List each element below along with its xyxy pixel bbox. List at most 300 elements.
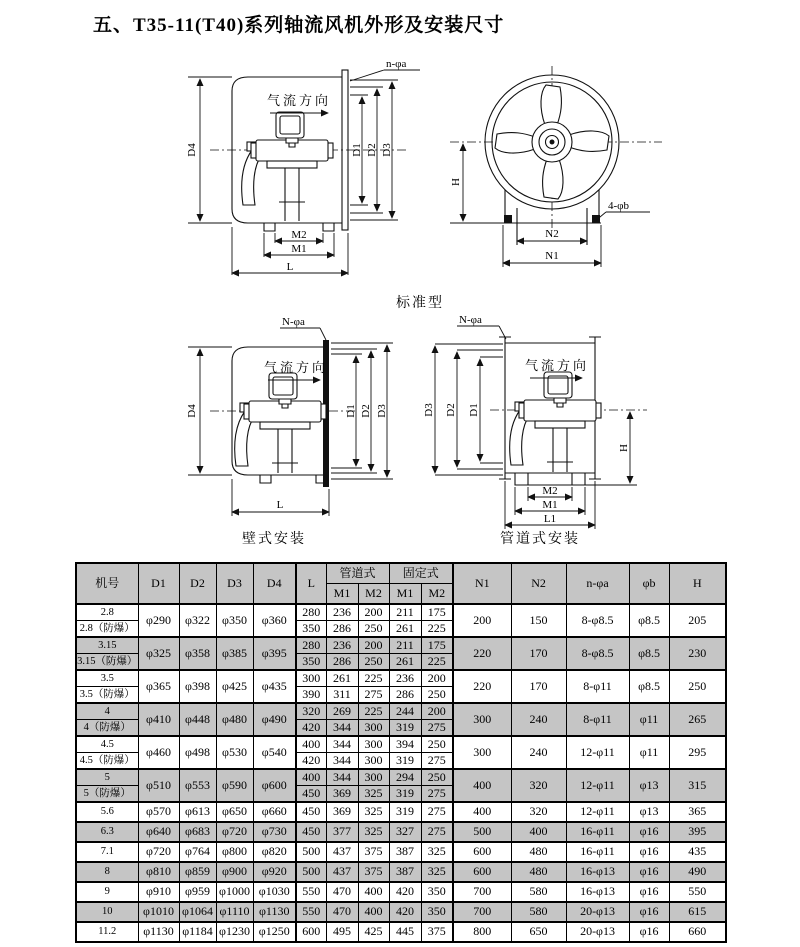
dim-cell: φ859	[179, 862, 216, 882]
dim-cell: 480	[511, 842, 566, 862]
dim-d3-d2-d1	[423, 344, 503, 475]
dim-cell: 390	[296, 687, 326, 704]
dim-cell: φ720	[138, 842, 179, 862]
dim-cell: 450	[296, 822, 326, 842]
dim-cell: 250	[669, 670, 726, 703]
dim-cell: 294	[389, 769, 421, 786]
dim-cell: φ16	[629, 862, 669, 882]
dim-cell: 500	[453, 822, 511, 842]
dim-cell: 269	[326, 703, 358, 720]
dim-cell: 319	[389, 720, 421, 737]
dim-cell: 225	[421, 654, 453, 671]
dim-cell: 12-φ11	[566, 736, 629, 769]
dim-cell: 8-φ8.5	[566, 637, 629, 670]
dim-cell: φ13	[629, 802, 669, 822]
table-body	[76, 604, 726, 942]
dim-cell: 275	[421, 753, 453, 770]
svg-text:M2: M2	[291, 229, 307, 241]
dim-cell: φ460	[138, 736, 179, 769]
dim-cell: 395	[669, 822, 726, 842]
dim-cell: 325	[421, 842, 453, 862]
dim-cell: 200	[358, 604, 389, 621]
dim-cell: 350	[421, 882, 453, 902]
table-row	[76, 769, 726, 786]
model-cell: 4（防爆）	[76, 720, 138, 737]
dim-d1-d2-d3	[350, 80, 398, 220]
header-d4: D4	[253, 563, 296, 604]
dim-cell: φ16	[629, 902, 669, 922]
dim-cell: φ640	[138, 822, 179, 842]
table-row	[76, 922, 726, 942]
header-d3: D3	[216, 563, 253, 604]
dim-cell: φ820	[253, 842, 296, 862]
dim-cell: 425	[358, 922, 389, 942]
dim-cell: 16-φ13	[566, 862, 629, 882]
dim-cell: 175	[421, 604, 453, 621]
dim-cell: 300	[358, 769, 389, 786]
dim-cell: 325	[358, 786, 389, 803]
dim-cell: 445	[389, 922, 421, 942]
dim-cell: 700	[453, 882, 511, 902]
dim-cell: 315	[669, 769, 726, 802]
dim-cell: 286	[326, 621, 358, 638]
dim-cell: 400	[358, 902, 389, 922]
table-row	[76, 882, 726, 902]
dim-n-phi-a	[280, 316, 326, 340]
header-d1: D1	[138, 563, 179, 604]
dim-cell: 377	[326, 822, 358, 842]
dim-cell: φ530	[216, 736, 253, 769]
table-row	[76, 842, 726, 862]
model-cell: 11.2	[76, 922, 138, 942]
dim-cell: 320	[511, 802, 566, 822]
caption-standard-type: 标准型	[396, 296, 444, 311]
table-row	[76, 670, 726, 687]
dim-cell: 375	[358, 862, 389, 882]
dim-cell: 200	[453, 604, 511, 637]
dim-cell: 470	[326, 882, 358, 902]
dim-cell: 350	[296, 621, 326, 638]
dim-cell: φ410	[138, 703, 179, 736]
dim-cell: φ1030	[253, 882, 296, 902]
dim-cell: 369	[326, 786, 358, 803]
dim-cell: 500	[296, 842, 326, 862]
model-cell: 5.6	[76, 802, 138, 822]
dim-cell: 200	[421, 670, 453, 687]
model-cell: 5（防爆）	[76, 786, 138, 803]
model-cell: 5	[76, 769, 138, 786]
model-cell: 4	[76, 703, 138, 720]
model-cell: 2.8	[76, 604, 138, 621]
dim-cell: 319	[389, 753, 421, 770]
dim-cell: 550	[296, 902, 326, 922]
header-model: 机号	[76, 563, 138, 604]
dim-cell: φ16	[629, 882, 669, 902]
dim-cell: 286	[389, 687, 421, 704]
dim-cell: 220	[453, 670, 511, 703]
dim-cell: φ1230	[216, 922, 253, 942]
svg-text:H: H	[450, 178, 462, 186]
dim-cell: 150	[511, 604, 566, 637]
svg-text:D4: D4	[186, 143, 198, 157]
dim-cell: 400	[511, 822, 566, 842]
dim-cell: φ920	[253, 862, 296, 882]
dim-cell: φ435	[253, 670, 296, 703]
motor-assembly	[242, 112, 333, 221]
dim-cell: 450	[296, 802, 326, 822]
dim-cell: φ1064	[179, 902, 216, 922]
dim-cell: 200	[358, 637, 389, 654]
svg-text:H: H	[618, 444, 630, 452]
dim-cell: φ11	[629, 736, 669, 769]
dim-cell: 275	[421, 822, 453, 842]
dim-cell: φ540	[253, 736, 296, 769]
dim-cell: 500	[296, 862, 326, 882]
motor-assembly	[510, 372, 601, 472]
model-cell: 8	[76, 862, 138, 882]
dim-cell: 420	[389, 882, 421, 902]
header-h: H	[669, 563, 726, 604]
airflow-label: 气流方向	[264, 360, 329, 375]
dim-cell: φ959	[179, 882, 216, 902]
dim-cell: 320	[296, 703, 326, 720]
dim-cell: 16-φ11	[566, 842, 629, 862]
model-cell: 3.15	[76, 637, 138, 654]
dim-cell: 325	[358, 802, 389, 822]
dim-cell: 420	[296, 720, 326, 737]
airflow-label: 气流方向	[267, 93, 332, 108]
dim-cell: 261	[326, 670, 358, 687]
dim-cell: 261	[389, 621, 421, 638]
dim-cell: 225	[421, 621, 453, 638]
dim-cell: φ385	[216, 637, 253, 670]
dim-cell: 437	[326, 842, 358, 862]
dim-cell: 660	[669, 922, 726, 942]
table-row	[76, 862, 726, 882]
dim-cell: 435	[669, 842, 726, 862]
dim-cell: 244	[389, 703, 421, 720]
header-duct-m1: M1	[326, 584, 358, 605]
dim-cell: 8-φ8.5	[566, 604, 629, 637]
dim-cell: φ1250	[253, 922, 296, 942]
dim-cell: φ1184	[179, 922, 216, 942]
dim-cell: φ590	[216, 769, 253, 802]
dim-cell: 437	[326, 862, 358, 882]
model-cell: 4.5	[76, 736, 138, 753]
dim-cell: φ290	[138, 604, 179, 637]
dim-cell: 236	[326, 637, 358, 654]
dim-cell: φ613	[179, 802, 216, 822]
svg-text:M1: M1	[542, 499, 558, 511]
model-cell: 6.3	[76, 822, 138, 842]
dim-cell: φ8.5	[629, 670, 669, 703]
header-duct-type: 管道式	[326, 563, 389, 584]
svg-text:D3: D3	[423, 403, 435, 417]
dim-cell: 400	[453, 769, 511, 802]
dim-d4	[186, 77, 232, 223]
table-row	[76, 604, 726, 621]
dim-cell: 250	[421, 687, 453, 704]
dim-cell: 319	[389, 786, 421, 803]
dim-cell: 175	[421, 637, 453, 654]
dim-cell: 265	[669, 703, 726, 736]
header-fixed-type: 固定式	[389, 563, 453, 584]
table-row	[76, 902, 726, 922]
dim-cell: 400	[358, 882, 389, 902]
dim-cell: 280	[296, 637, 326, 654]
svg-text:N-φa: N-φa	[459, 314, 482, 326]
dim-cell: φ325	[138, 637, 179, 670]
dim-cell: 650	[511, 922, 566, 942]
dim-cell: 12-φ11	[566, 802, 629, 822]
dim-cell: 550	[669, 882, 726, 902]
dim-cell: 365	[669, 802, 726, 822]
dim-h	[450, 144, 503, 223]
table-row	[76, 822, 726, 842]
header-n2: N2	[511, 563, 566, 604]
dim-cell: 225	[358, 703, 389, 720]
dim-l	[232, 479, 329, 516]
dim-cell: 211	[389, 637, 421, 654]
svg-text:D1: D1	[468, 403, 480, 417]
dim-cell: 8-φ11	[566, 670, 629, 703]
dim-cell: φ16	[629, 822, 669, 842]
svg-text:D3: D3	[376, 404, 388, 418]
dim-cell: 600	[453, 842, 511, 862]
dim-cell: 400	[296, 736, 326, 753]
dim-cell: 205	[669, 604, 726, 637]
dim-4-phi-b	[594, 200, 650, 222]
model-cell: 7.1	[76, 842, 138, 862]
dim-cell: φ900	[216, 862, 253, 882]
dim-cell: φ16	[629, 842, 669, 862]
svg-text:D2: D2	[360, 404, 372, 418]
dim-cell: φ480	[216, 703, 253, 736]
diagram-wall-installation	[170, 312, 415, 534]
dim-cell: 200	[421, 703, 453, 720]
dim-cell: 20-φ13	[566, 922, 629, 942]
dim-cell: 300	[453, 736, 511, 769]
header-duct-m2: M2	[358, 584, 389, 605]
dim-cell: 300	[296, 670, 326, 687]
dim-cell: 800	[453, 922, 511, 942]
svg-text:D1: D1	[345, 404, 357, 418]
dim-cell: 261	[389, 654, 421, 671]
table-row	[76, 802, 726, 822]
dim-cell: φ322	[179, 604, 216, 637]
dim-cell: φ1000	[216, 882, 253, 902]
dim-cell: 700	[453, 902, 511, 922]
svg-text:N2: N2	[545, 228, 559, 240]
dim-cell: 600	[453, 862, 511, 882]
svg-text:n-φa: n-φa	[386, 58, 407, 70]
page-title: 五、T35-11(T40)系列轴流风机外形及安装尺寸	[93, 15, 505, 36]
dim-cell: φ553	[179, 769, 216, 802]
model-cell: 10	[76, 902, 138, 922]
dim-cell: 240	[511, 736, 566, 769]
dim-cell: 230	[669, 637, 726, 670]
dim-cell: 490	[669, 862, 726, 882]
dim-cell: φ395	[253, 637, 296, 670]
dim-cell: 394	[389, 736, 421, 753]
dim-cell: φ510	[138, 769, 179, 802]
svg-text:N1: N1	[545, 250, 559, 262]
dim-cell: 300	[358, 753, 389, 770]
dim-cell: φ13	[629, 769, 669, 802]
dim-cell: 400	[296, 769, 326, 786]
dim-cell: 350	[421, 902, 453, 922]
dim-cell: 470	[326, 902, 358, 922]
dim-cell: 327	[389, 822, 421, 842]
dim-cell: 325	[358, 822, 389, 842]
dim-cell: 615	[669, 902, 726, 922]
dim-cell: 320	[511, 769, 566, 802]
dim-m2-m1-l1	[505, 481, 595, 529]
dim-n-phi-a	[457, 314, 506, 339]
dim-cell: 344	[326, 753, 358, 770]
svg-text:4-φb: 4-φb	[608, 200, 630, 212]
dim-cell: φ498	[179, 736, 216, 769]
model-cell: 9	[76, 882, 138, 902]
header-l: L	[296, 563, 326, 604]
dim-cell: φ1110	[216, 902, 253, 922]
dim-d4	[186, 347, 232, 475]
dim-cell: 400	[453, 802, 511, 822]
dim-cell: 250	[358, 621, 389, 638]
dim-cell: 387	[389, 842, 421, 862]
dim-cell: φ16	[629, 922, 669, 942]
dim-cell: 480	[511, 862, 566, 882]
table-row	[76, 703, 726, 720]
dim-cell: φ350	[216, 604, 253, 637]
dim-cell: 286	[326, 654, 358, 671]
model-cell: 2.8（防爆）	[76, 621, 138, 638]
dim-cell: φ1130	[138, 922, 179, 942]
dim-cell: 344	[326, 720, 358, 737]
dim-n-phi-a	[350, 58, 420, 81]
svg-text:D1: D1	[351, 143, 363, 157]
svg-text:L1: L1	[543, 513, 557, 525]
model-cell: 4.5（防爆）	[76, 753, 138, 770]
dim-cell: 311	[326, 687, 358, 704]
dim-cell: 344	[326, 736, 358, 753]
header-phi-b: φb	[629, 563, 669, 604]
dim-cell: φ360	[253, 604, 296, 637]
svg-text:M1: M1	[291, 243, 307, 255]
airflow-label: 气流方向	[525, 358, 590, 373]
svg-text:D3: D3	[381, 143, 393, 157]
caption-duct-installation: 管道式安装	[500, 532, 580, 547]
dim-cell: φ358	[179, 637, 216, 670]
dim-cell: φ8.5	[629, 604, 669, 637]
svg-text:L: L	[276, 499, 284, 511]
diagram-standard-side-view	[170, 55, 425, 290]
dim-cell: 170	[511, 637, 566, 670]
header-fixed-m2: M2	[421, 584, 453, 605]
dim-cell: 236	[389, 670, 421, 687]
dim-cell: φ600	[253, 769, 296, 802]
dim-cell: φ810	[138, 862, 179, 882]
dim-cell: 495	[326, 922, 358, 942]
dim-cell: 387	[389, 862, 421, 882]
motor-assembly	[235, 373, 326, 473]
dim-cell: φ11	[629, 703, 669, 736]
dim-cell: 240	[511, 703, 566, 736]
dim-cell: φ910	[138, 882, 179, 902]
dim-cell: φ398	[179, 670, 216, 703]
dim-d1-d2-d3	[331, 343, 393, 479]
dim-cell: 170	[511, 670, 566, 703]
dim-cell: 20-φ13	[566, 902, 629, 922]
dim-cell: 375	[421, 922, 453, 942]
dim-cell: 211	[389, 604, 421, 621]
dim-cell: φ800	[216, 842, 253, 862]
dim-cell: 375	[358, 842, 389, 862]
dim-cell: 220	[453, 637, 511, 670]
dim-cell: 250	[421, 736, 453, 753]
svg-text:M2: M2	[542, 485, 558, 497]
dim-cell: 250	[421, 769, 453, 786]
dim-cell: φ8.5	[629, 637, 669, 670]
dim-cell: 319	[389, 802, 421, 822]
dim-cell: φ764	[179, 842, 216, 862]
dim-cell: 280	[296, 604, 326, 621]
dim-cell: 344	[326, 769, 358, 786]
dim-cell: φ730	[253, 822, 296, 842]
table-row	[76, 637, 726, 654]
dim-cell: 300	[358, 736, 389, 753]
header-fixed-m1: M1	[389, 584, 421, 605]
header-n1: N1	[453, 563, 511, 604]
dim-cell: 16-φ11	[566, 822, 629, 842]
table-header	[76, 563, 726, 604]
svg-text:L: L	[286, 261, 294, 273]
dim-cell: φ448	[179, 703, 216, 736]
dim-cell: 420	[389, 902, 421, 922]
dim-cell: φ650	[216, 802, 253, 822]
dim-cell: 300	[453, 703, 511, 736]
impeller	[485, 75, 619, 209]
dim-cell: 275	[358, 687, 389, 704]
svg-text:N-φa: N-φa	[282, 316, 305, 328]
dim-cell: φ683	[179, 822, 216, 842]
table-row	[76, 736, 726, 753]
dim-cell: 275	[421, 786, 453, 803]
svg-text:D2: D2	[366, 143, 378, 157]
dim-n2-n1	[503, 225, 601, 267]
dim-cell: φ660	[253, 802, 296, 822]
dim-cell: 350	[296, 654, 326, 671]
dim-cell: 250	[358, 654, 389, 671]
dim-cell: φ1130	[253, 902, 296, 922]
dim-cell: φ425	[216, 670, 253, 703]
dim-cell: 16-φ13	[566, 882, 629, 902]
dim-cell: 580	[511, 882, 566, 902]
dim-cell: 580	[511, 902, 566, 922]
svg-text:D4: D4	[186, 404, 198, 418]
dim-cell: φ570	[138, 802, 179, 822]
dim-cell: 8-φ11	[566, 703, 629, 736]
header-d2: D2	[179, 563, 216, 604]
dim-h	[585, 412, 637, 485]
header-n-phi-a: n-φa	[566, 563, 629, 604]
dim-cell: 225	[358, 670, 389, 687]
caption-wall-installation: 壁式安装	[242, 532, 306, 547]
dim-cell: 275	[421, 720, 453, 737]
dim-cell: φ720	[216, 822, 253, 842]
dim-m2-m1-l	[232, 227, 348, 275]
dim-cell: 300	[358, 720, 389, 737]
